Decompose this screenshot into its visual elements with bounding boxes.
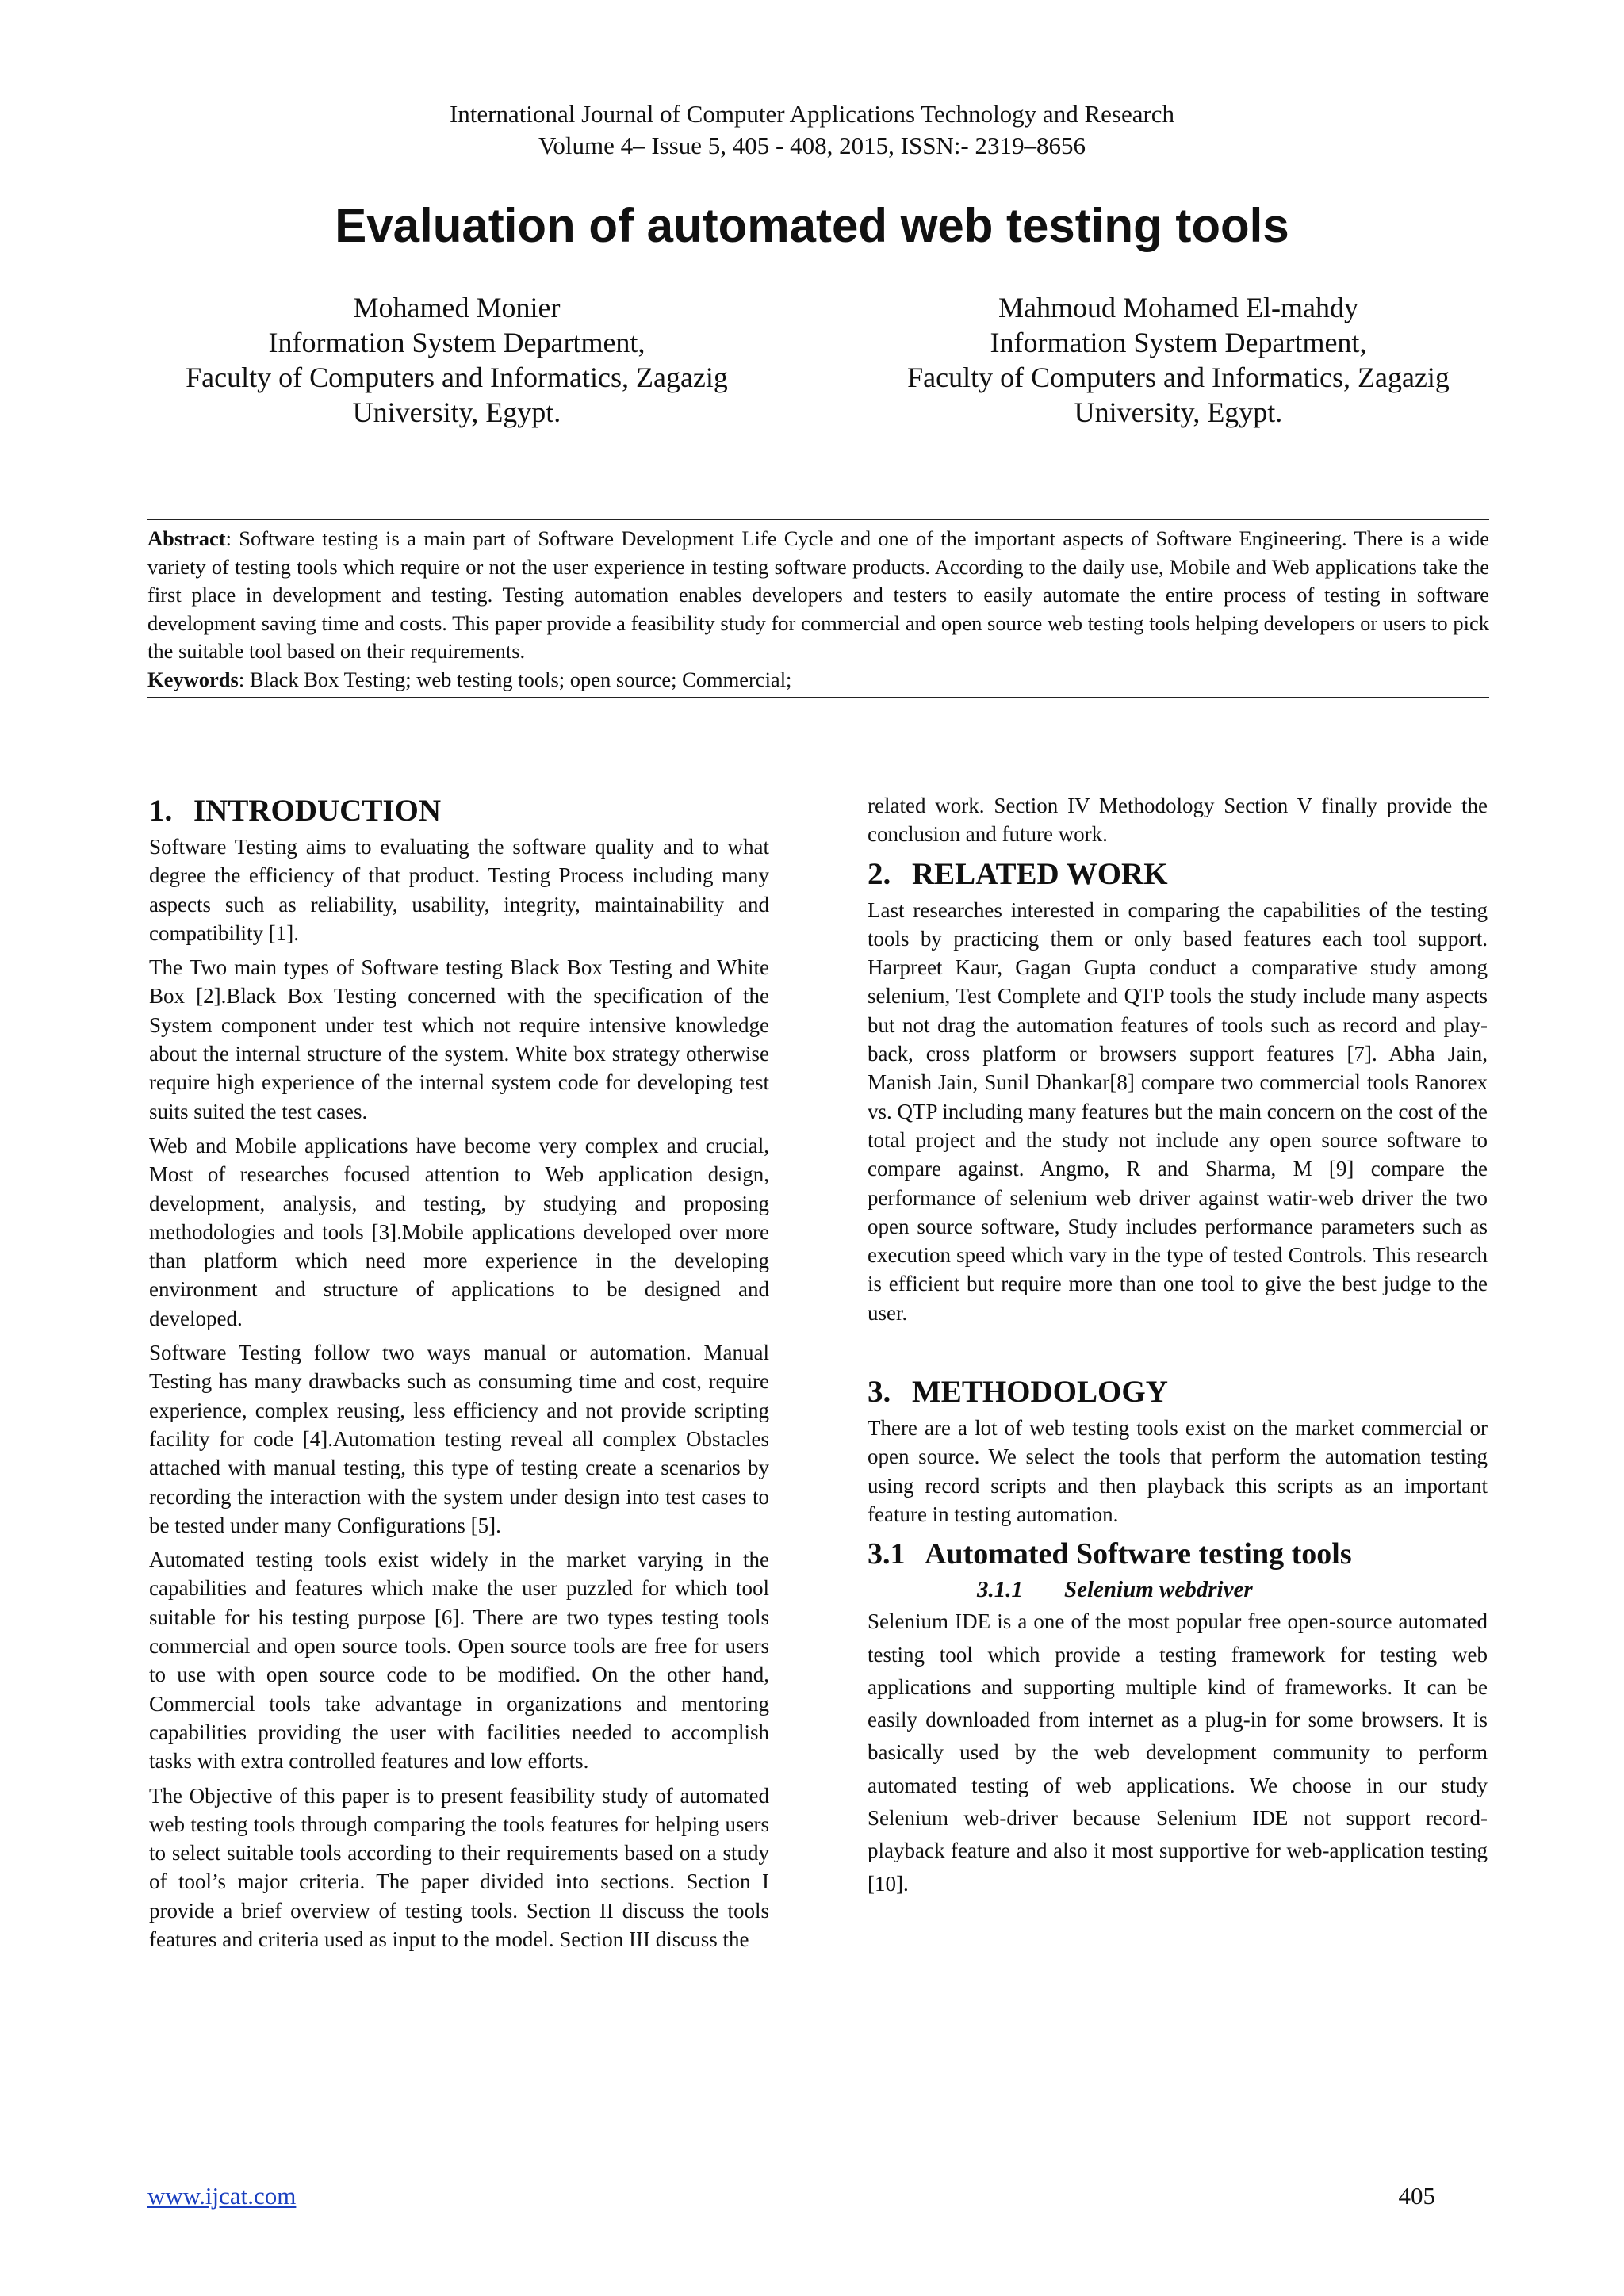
author-faculty: Faculty of Computers and Informatics, Zagazig: [907, 362, 1450, 393]
keywords-text: : Black Box Testing; web testing tools; open source; Commercial;: [238, 667, 792, 691]
section-title: Automated Software testing tools: [925, 1537, 1352, 1571]
abstract-section: [147, 519, 1489, 698]
section-number: 3.: [868, 1375, 891, 1410]
section-number: 3.1: [868, 1537, 906, 1571]
paragraph: Software Testing follow two ways manual or automation. Manual Testing has many drawbacks such as consuming time and cost, require experience, complex reusing, less efficiency and not provide scripting facility for code [4].Automation testing reveal all complex Obstacles attached with manual testing, this type of testing create a scenarios by recording the interaction with the system under design into test cases to be tested under many Configurations [5].: [149, 1341, 769, 1537]
section-spacer: [868, 1333, 1488, 1372]
section-heading-introduction: [149, 791, 769, 831]
page-number: 405: [1398, 2182, 1435, 2210]
section-title: INTRODUCTION: [193, 794, 442, 828]
paragraph: Automated testing tools exist widely in the market varying in the capabilities and features which make the user puzzled for which tool suitable for his testing purpose [6]. There are two types testing tools commercial and open source tools. Open source tools are free for users to use with open source code to be modified. On the other hand, Commercial tools take advantage in organizations and mentoring capabilities providing the user with facilities needed to accomplish tasks with extra controlled features and low efforts.: [149, 1548, 769, 1774]
paragraph: There are a lot of web testing tools exist on the market commercial or open source. We select the tools that perform the automation testing using record scripts and then playback this scripts as an important feature in testing automation.: [868, 1416, 1488, 1526]
paragraph: Last researches interested in comparing the capabilities of the testing tools by practicing them or only based features each tool support. Harpreet Kaur, Gagan Gupta conduct a comparative study among selenium, Test Complete and QTP tools the study include many aspects but not drag the automation features of tools such as record and play-back, cross platform or browsers support features [7]. Abha Jain, Manish Jain, Sunil Dhankar[8] compare two commercial tools Ranorex vs. QTP including many features but the main concern on the cost of the total project and the study not include any open source software to compare against. Angmo, R and Sharma, M [9] compare the performance of selenium web driver against watir-web driver the two open source software, Study includes performance parameters such as execution speed which vary in the type of tested Controls. This research is efficient but require more than one tool to give the best judge to the user.: [868, 897, 1488, 1325]
author-faculty: Faculty of Computers and Informatics, Zagazig: [186, 362, 728, 393]
keywords-paragraph: [147, 666, 1489, 695]
section-heading-related-work: [868, 855, 1488, 894]
journal-volume: Volume 4– Issue 5, 405 - 408, 2015, ISSN:- 2319–8656: [538, 132, 1086, 159]
section-number: 2.: [868, 856, 891, 891]
abstract-paragraph: [147, 525, 1489, 666]
abstract-label: Abstract: [147, 526, 226, 550]
journal-name: International Journal of Computer Applications Technology and Research: [449, 100, 1175, 128]
paragraph: The Two main types of Software testing Black Box Testing and White Box [2].Black Box Testing concerned with the specification of the System component under test which not require intensive knowledge about the internal structure of the system. White box strategy otherwise require high experience of the internal system code for developing test suits suited the test cases.: [149, 955, 769, 1123]
paragraph: Software Testing aims to evaluating the software quality and to what degree the efficiency of that product. Testing Process including many aspects such as reliability, usability, integrity, maintainability and compatibility [1].: [149, 835, 769, 945]
author-department: Information System Department,: [990, 327, 1367, 358]
paragraph: The Objective of this paper is to present feasibility study of automated web testing tools through comparing the tools features for helping users to select suitable tools according to their requirements based on a study of tool’s major criteria. The paper divided into sections. Section I provide a brief overview of testing tools. Section II discuss the tools features and criteria used as input to the model. Section III discuss the: [149, 1783, 769, 1951]
footer-website-link[interactable]: www.ijcat.com: [147, 2182, 297, 2210]
paper-title: Evaluation of automated web testing tools: [335, 199, 1289, 252]
section-title: METHODOLOGY: [912, 1375, 1168, 1410]
paragraph-continued: related work. Section IV Methodology Section V finally provide the conclusion and future work.: [868, 794, 1488, 847]
author-name: Mohamed Monier: [353, 292, 561, 323]
section-heading-methodology: [868, 1372, 1488, 1412]
subsubsection-heading-selenium: [868, 1575, 1488, 1604]
author-block-1: [155, 290, 758, 430]
paragraph: Selenium IDE is a one of the most popular free open-source automated testing tool which provide a testing framework for testing web applications and supporting multiple kind of frameworks. It can be easily downloaded from internet as a plug-in for some browsers. It is basically used by the web development community to perform automated testing of web applications. We choose in our study Selenium web-driver because Selenium IDE not support record-playback feature and also it most supportive for web-application testing [10].: [868, 1609, 1488, 1896]
section-title: RELATED WORK: [912, 856, 1168, 891]
section-title: Selenium webdriver: [1064, 1577, 1253, 1603]
subsection-heading-automated-tools: [868, 1534, 1488, 1574]
left-column: [149, 791, 769, 1959]
keywords-label: Keywords: [147, 667, 239, 691]
section-number: 3.1.1: [977, 1577, 1023, 1603]
author-university: University, Egypt.: [1074, 396, 1283, 428]
author-block-2: [877, 290, 1480, 430]
author-name: Mahmoud Mohamed El-mahdy: [998, 292, 1358, 323]
author-university: University, Egypt.: [352, 396, 561, 428]
paragraph: Web and Mobile applications have become very complex and crucial, Most of researches focused attention to Web application design, development, analysis, and testing, by studying and proposing methodologies and tools [3].Mobile applications developed over more than platform which need more experience in the developing environment and structure of applications to be designed and developed.: [149, 1133, 769, 1330]
abstract-text: : Software testing is a main part of Software Development Life Cycle and one of the important aspects of Software Engineering. There is a wide variety of testing tools which require or not the user experience in testing software products. According to the daily use, Mobile and Web applications take the first place in development and testing. Testing automation enables developers and testers to easily automate the entire process of testing in software development saving time and costs. This paper provide a feasibility study for commercial and open source web testing tools helping developers or users to pick the suitable tool based on their requirements.: [147, 526, 1489, 663]
section-number: 1.: [149, 794, 173, 828]
selenium-body: [868, 1605, 1488, 1900]
right-column: [868, 791, 1488, 1906]
author-department: Information System Department,: [268, 327, 645, 358]
journal-header: [0, 98, 1624, 162]
